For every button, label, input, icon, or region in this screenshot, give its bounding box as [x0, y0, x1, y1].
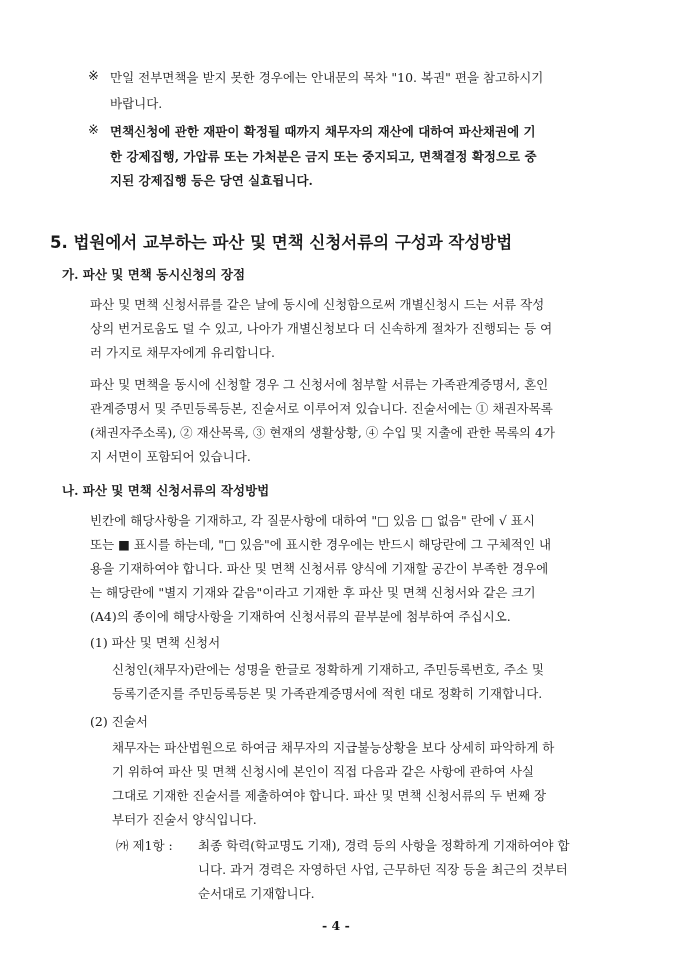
paragraph-line: 지 서면이 포함되어 있습니다.: [90, 449, 251, 464]
paragraph-line: 파산 및 면책 신청서류를 같은 날에 동시에 신청함으로써 개별신청시 드는 서류 작성: [90, 297, 545, 312]
item-line: 등록기준지를 주민등록등본 및 가족관계증명서에 적힌 대로 정확히 기재합니다.: [112, 686, 543, 701]
item-line: 신청인(채무자)란에는 성명을 한글로 정확하게 기재하고, 주민등록번호, 주소 및: [112, 662, 544, 677]
note-line: 바랍니다.: [110, 96, 163, 111]
note-line: 지된 강제집행 등은 당연 실효됩니다.: [110, 173, 313, 188]
item-line: 그대로 기재한 진술서를 제출하여야 합니다. 파산 및 면책 신청서류의 두 번째 장: [112, 788, 547, 803]
note-line: 면책신청에 관한 재판이 확정될 때까지 채무자의 재산에 대하여 파산채권에 기: [110, 124, 536, 139]
subsection-title: 가. 파산 및 면책 동시신청의 장점: [62, 267, 246, 282]
item-line: 부터가 진술서 양식입니다.: [112, 812, 257, 827]
paragraph-line: 는 해당란에 "별지 기재와 같음"이라고 기재한 후 파산 및 면책 신청서와 같은 크기: [90, 585, 536, 600]
subitem-line: 니다. 과거 경력은 자영하던 사업, 근무하던 직장 등을 최근의 것부터: [198, 862, 568, 877]
paragraph-line: (A4)의 종이에 해당사항을 기재하여 신청서류의 끝부분에 첨부하여 주십시오.: [90, 609, 511, 624]
subitem-line: 순서대로 기재합니다.: [198, 886, 315, 901]
paragraph-line: 러 가지로 채무자에게 유리합니다.: [90, 345, 275, 360]
subitem-line: 최종 학력(학교명도 기재), 경력 등의 사항을 정확하게 기재하여야 합: [198, 838, 570, 853]
note-line: 한 강제집행, 가압류 또는 가처분은 금지 또는 중지되고, 면책결정 확정으로 중: [110, 149, 537, 164]
subitem-label: ㈎ 제1항 :: [116, 838, 173, 853]
paragraph-line: 빈칸에 해당사항을 기재하고, 각 질문사항에 대하여 "□ 있음 □ 없음" 란에 √ 표시: [90, 513, 535, 528]
item-label: (1) 파산 및 면책 신청서: [90, 635, 221, 650]
paragraph-line: 또는 ■ 표시를 하는데, "□ 있음"에 표시한 경우에는 반드시 해당란에 그 구체적인 내: [90, 537, 552, 552]
page-number: - 4 -: [322, 918, 350, 933]
section-title: 5. 법원에서 교부하는 파산 및 면책 신청서류의 구성과 작성방법: [50, 233, 513, 252]
paragraph-line: 용을 기재하여야 합니다. 파산 및 면책 신청서류 양식에 기재할 공간이 부족한 경우에: [90, 561, 549, 576]
item-line: 기 위하여 파산 및 면책 신청시에 본인이 직접 다음과 같은 사항에 관하여 사실: [112, 764, 535, 779]
note-mark: ※: [88, 69, 99, 84]
paragraph-line: 상의 번거로움도 덜 수 있고, 나아가 개별신청보다 더 신속하게 절차가 진행되는 등 여: [90, 321, 553, 336]
paragraph-line: 파산 및 면책을 동시에 신청할 경우 그 신청서에 첨부할 서류는 가족관계증명서, 혼인: [90, 377, 549, 392]
note-mark: ※: [88, 123, 99, 138]
item-line: 채무자는 파산법원으로 하여금 채무자의 지급불능상황을 보다 상세히 파악하게 하: [112, 740, 555, 755]
paragraph-line: (채권자주소록), ② 재산목록, ③ 현재의 생활상황, ④ 수입 및 지출에 관한 목록의 4가: [90, 425, 555, 440]
item-label: (2) 진술서: [90, 714, 148, 729]
paragraph-line: 관계증명서 및 주민등록등본, 진술서로 이루어져 있습니다. 진술서에는 ① 채권자목록: [90, 401, 553, 416]
subsection-title: 나. 파산 및 면책 신청서류의 작성방법: [62, 483, 270, 498]
note-line: 만일 전부면책을 받지 못한 경우에는 안내문의 목차 "10. 복권" 편을 참고하시기: [110, 70, 544, 85]
